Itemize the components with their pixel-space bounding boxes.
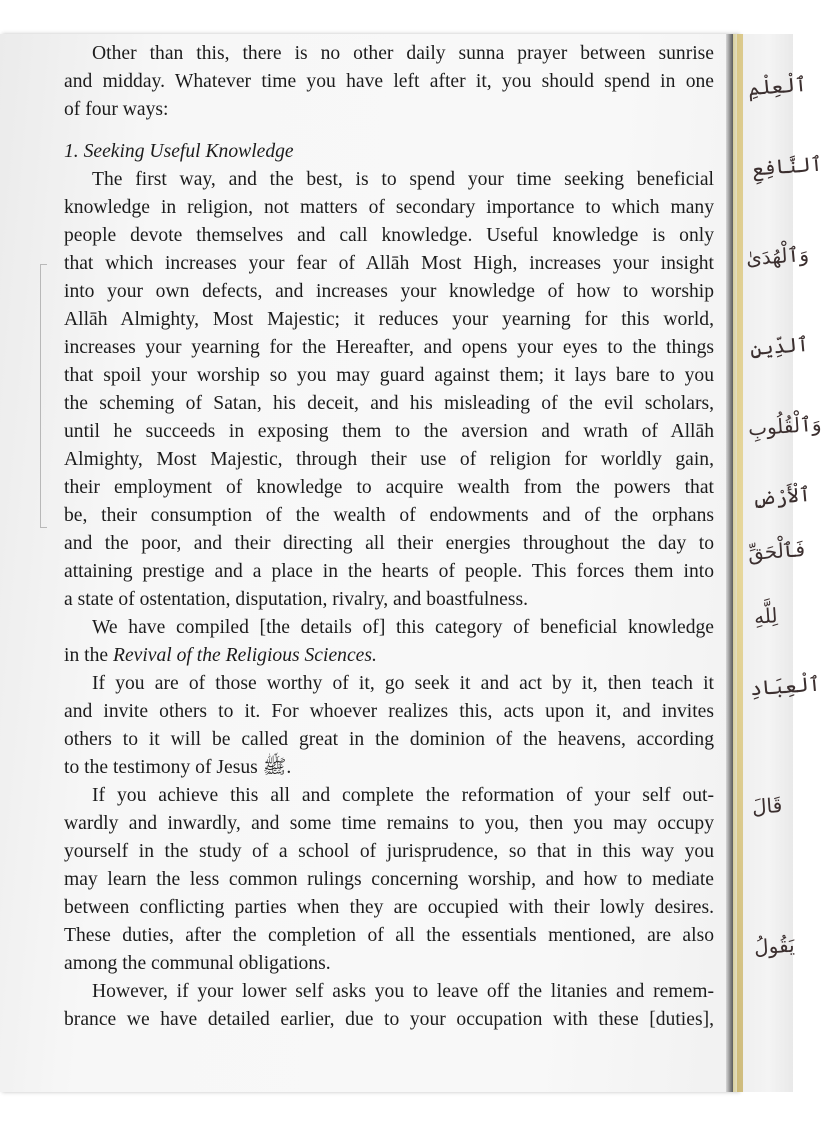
book-photo (0, 34, 823, 1092)
text-line: and the poor, and their directing all their energies throughout the day to (64, 533, 714, 554)
arabic-margin-text: وَٱلْهُدَىٰ (745, 241, 810, 271)
arabic-margin-text: ٱلْعِلْمِ (747, 71, 808, 101)
text-line: knowledge in religion, not matters of secondary importance to which many (64, 197, 714, 218)
arabic-margin-text: يَقُولُ (753, 932, 796, 960)
text-line: to the testimony of Jesus ﷺ. (64, 757, 292, 778)
text-line: that which increases your fear of Allāh Most High, increases your insight (64, 253, 714, 274)
arabic-margin-text: ٱلْعِبَادِ (749, 671, 822, 701)
text-line: However, if your lower self asks you to leave off the litanies and remem- (92, 981, 714, 1002)
text-fragment: in the (64, 645, 113, 666)
text-line: and midday. Whatever time you have left after it, you should spend in one (64, 71, 714, 92)
text-line: We have compiled [the details of] this category of beneficial knowledge (92, 617, 714, 638)
text-line: between conflicting parties when they are occupied with their lowly desires. (64, 897, 714, 918)
text-line: people devote themselves and call knowledge. Useful knowledge is only (64, 225, 714, 246)
text-line: attaining prestige and a place in the hearts of people. This forces them into (64, 561, 714, 582)
arabic-margin-text: ٱلْأَرْضِ (751, 481, 812, 511)
arabic-margin-text: ٱلدِّينِ (749, 331, 810, 361)
text-line: wardly and inwardly, and some time remains to you, then you may occupy (64, 813, 714, 834)
text-line: Almighty, Most Majestic, through their use of religion for worldly gain, (64, 449, 714, 470)
book-page-left (0, 34, 738, 1092)
text-line: If you are of those worthy of it, go seek it and act by it, then teach it (92, 673, 714, 694)
text-line: and invite others to it. For whoever realizes this, acts upon it, and invites (64, 701, 714, 722)
text-line: into your own defects, and increases your knowledge of how to worship (64, 281, 714, 302)
text-line: These duties, after the completion of all the essentials mentioned, are also (64, 925, 714, 946)
book-gutter (726, 34, 733, 1092)
text-line: brance we have detailed earlier, due to your occupation with these [duties], (64, 1009, 714, 1030)
text-line: may learn the less common rulings concerning worship, and how to mediate (64, 869, 714, 890)
text-line: be, their consumption of the wealth of endowments and of the orphans (64, 505, 714, 526)
text-line: until he succeeds in exposing them to the aversion and wrath of Allāh (64, 421, 714, 442)
text-line: If you achieve this all and complete the reformation of your self out- (92, 785, 714, 806)
text-line: Allāh Almighty, Most Majestic; it reduces your yearning for this world, (64, 309, 714, 330)
text-line: others to it will be called great in the dominion of the heavens, according (64, 729, 714, 750)
arabic-margin-text: قَالَ (751, 792, 783, 820)
text-line: the scheming of Satan, his deceit, and his misleading of the evil scholars, (64, 393, 714, 414)
margin-mark (40, 264, 47, 528)
book-title: Revival of the Religious Sciences. (112, 645, 377, 666)
arabic-margin-text: فَٱلْحَقِّ (747, 537, 806, 565)
text-line: among the communal obligations. (64, 953, 331, 974)
text-line: of four ways: (64, 99, 169, 120)
gilded-edge (737, 34, 743, 1092)
section-heading: 1. Seeking Useful Knowledge (64, 141, 294, 162)
text-line: a state of ostentation, disputation, rivalry, and boastfulness. (64, 589, 528, 610)
text-line: their employment of knowledge to acquire wealth from the powers that (64, 477, 714, 498)
arabic-margin-text: وَٱلْقُلُوبِ (747, 411, 823, 441)
text-line: that spoil your worship so you may guard against them; it lays bare to you (64, 365, 714, 386)
text-line: yourself in the study of a school of jurisprudence, so that in this way you (64, 841, 714, 862)
arabic-margin-text: ٱلنَّافِعِ (751, 151, 823, 181)
text-line: The first way, and the best, is to spend your time seeking beneficial (92, 169, 714, 190)
arabic-margin-text: لِلَّهِ (753, 603, 779, 629)
text-line: increases your yearning for the Hereafter, and opens your eyes to the things (64, 337, 714, 358)
text-line (64, 642, 714, 670)
page-text (64, 40, 714, 1034)
text-line: Other than this, there is no other daily sunna prayer between sunrise (92, 43, 714, 64)
